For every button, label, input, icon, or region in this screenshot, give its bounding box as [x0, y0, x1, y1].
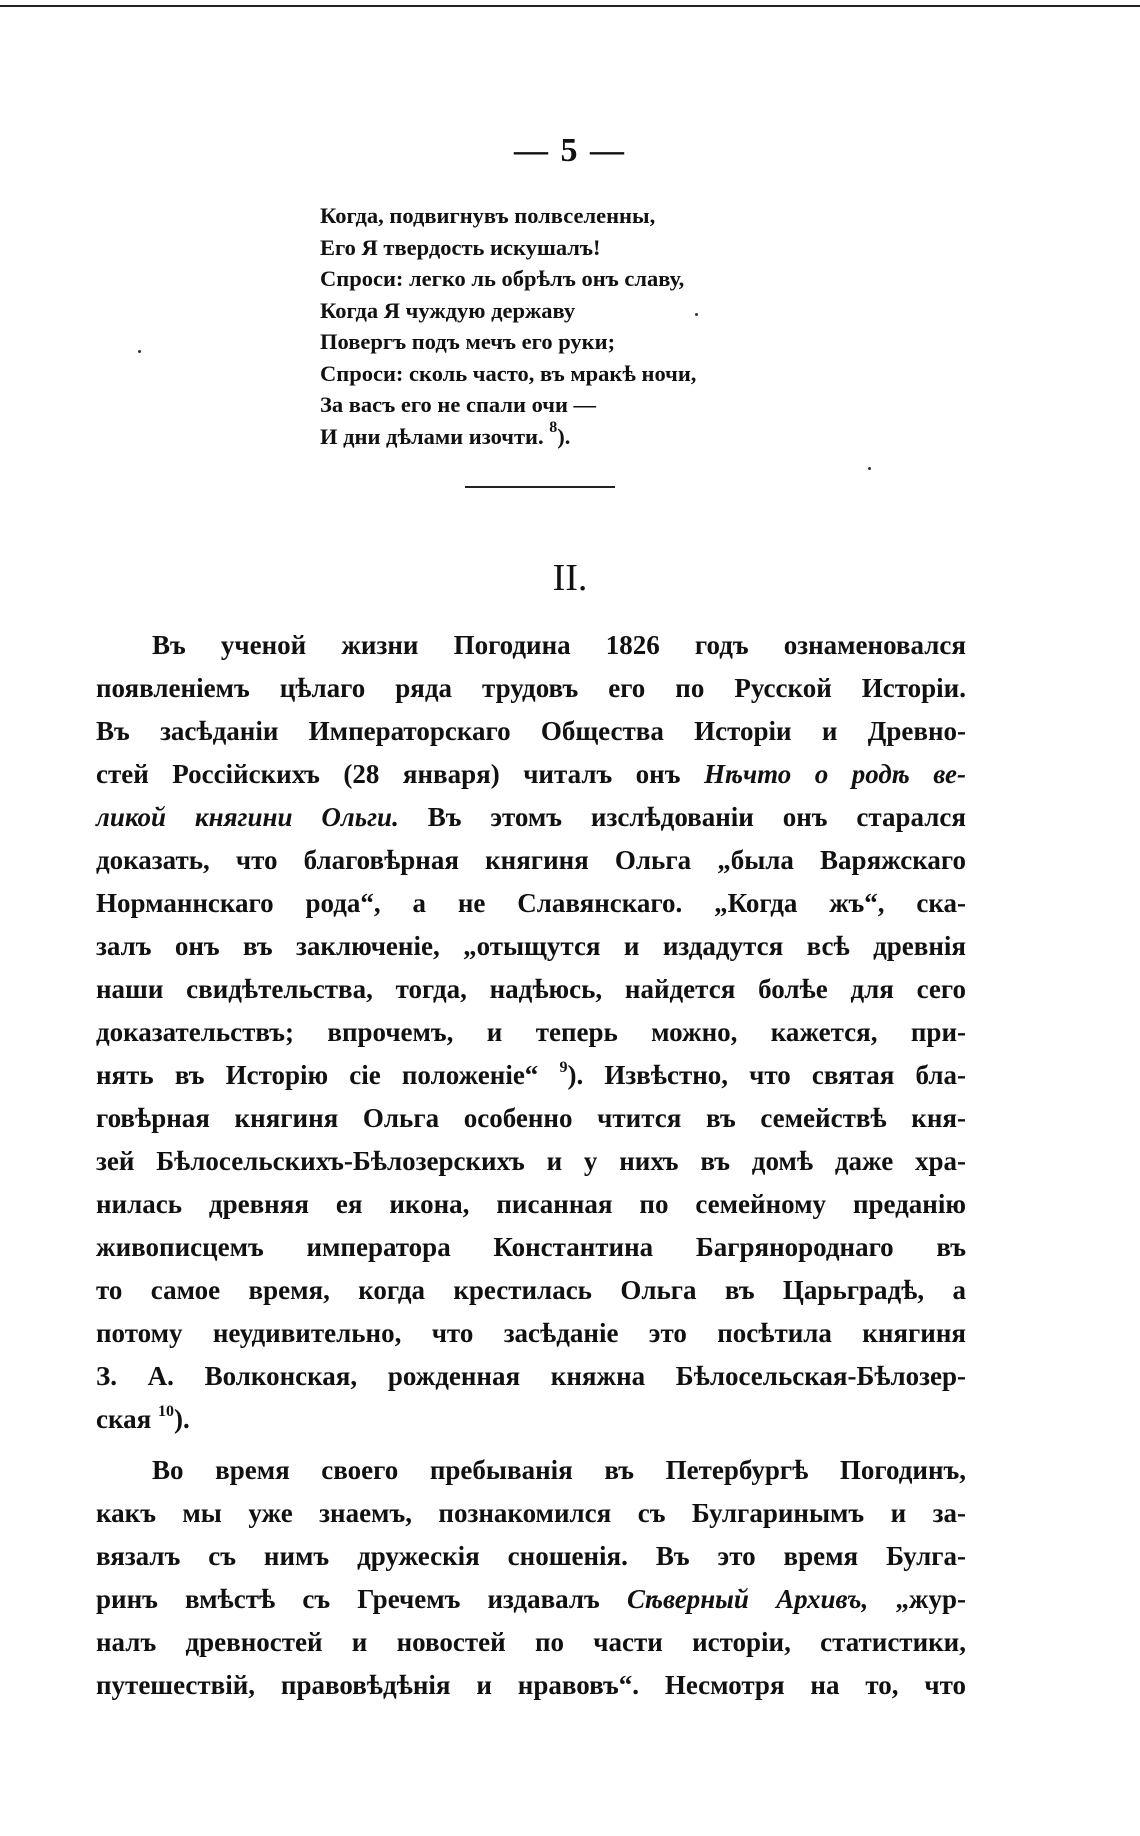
print-speck: [138, 350, 141, 353]
text-fragment: стей Россійскихъ (28 января) читалъ онъ: [96, 759, 681, 789]
text-fragment: „жур-: [868, 1584, 966, 1614]
text-line: Въ засѣданіи Императорскаго Общества Исторіи и Древно-: [96, 716, 966, 746]
text-fragment: нять въ Исторію сіе положеніе“: [96, 1060, 539, 1090]
text-line: З. А. Волконская, рожденная княжна Бѣлосельская-Бѣлозер-: [96, 1361, 966, 1391]
poem-line: Спроси: сколь часто, въ мракѣ ночи,: [320, 360, 697, 386]
text-line: [96, 1398, 966, 1441]
text-fragment: ).: [174, 1404, 190, 1434]
text-line: [96, 753, 966, 796]
text-line: живописцемъ императора Константина Багрянороднаго въ: [96, 1232, 966, 1262]
text-line: залъ онъ въ заключеніе, „отыщутся и издадутся всѣ древнія: [96, 931, 966, 961]
poem-line: Когда, подвигнувъ полвселенны,: [320, 203, 656, 228]
poem-line: Повергъ подъ мечъ его руки;: [320, 329, 616, 354]
text-line: налъ древностей и новостей по части исторіи, статистики,: [96, 1627, 966, 1657]
text-line: нилась древняя ея икона, писанная по семейному преданію: [96, 1189, 966, 1219]
poem-stanza: [320, 200, 840, 452]
text-line: наши свидѣтельства, тогда, надѣюсь, найдется болѣе для сего: [96, 974, 966, 1004]
paragraph-gap: [96, 1441, 966, 1449]
text-line: [96, 1054, 966, 1097]
footnote-marker: 10: [158, 1403, 174, 1420]
text-line: то самое время, когда крестилась Ольга въ Царьградѣ, а: [96, 1275, 966, 1305]
text-line: появленіемъ цѣлаго ряда трудовъ его по Русской Исторіи.: [96, 673, 966, 703]
footnote-close: ).: [557, 423, 571, 449]
text-line: вязалъ съ нимъ дружескія сношенія. Въ это время Булга-: [96, 1541, 966, 1571]
poem-line: За васъ его не спали очи —: [320, 392, 597, 417]
poem-line: Спроси: легко ль обрѣлъ онъ славу,: [320, 266, 685, 291]
work-title-italic: ликой княгини Ольги.: [96, 802, 399, 832]
poem-line-text: И дни дѣлами изочти.: [320, 423, 544, 449]
text-line: доказательствъ; впрочемъ, и теперь можно, кажется, при-: [96, 1017, 966, 1047]
poem-line: Когда Я чуждую державу: [320, 297, 576, 323]
section-heading: II.: [552, 557, 588, 599]
print-speck: [868, 467, 871, 470]
top-border-line: [0, 5, 1140, 7]
text-line: зей Бѣлосельскихъ-Бѣлозерскихъ и у нихъ въ домѣ даже хра-: [96, 1146, 966, 1176]
text-line: доказать, что благовѣрная княгиня Ольга „была Варяжскаго: [96, 845, 966, 875]
page-number: — 5 —: [514, 132, 626, 169]
text-fragment: Въ этомъ изслѣдованіи онъ старался: [398, 802, 967, 832]
text-line: говѣрная княгиня Ольга особенно чтится въ семействѣ кня-: [96, 1103, 966, 1133]
section-separator: [465, 486, 615, 488]
poem-line: [320, 418, 840, 453]
text-line: Норманнскаго рода“, а не Славянскаго. „Когда жъ“, ска-: [96, 888, 966, 918]
poem-line: Его Я твердость искушалъ!: [320, 234, 601, 260]
text-line: [96, 1578, 966, 1621]
work-title-italic: Нѣчто о родѣ ве-: [703, 759, 966, 789]
text-line: путешествій, правовѣдѣнія и нравовъ“. Несмотря на то, что: [96, 1670, 966, 1700]
journal-title-italic: Сѣверный Архивъ,: [626, 1584, 869, 1614]
text-line: потому неудивительно, что засѣданіе это посѣтила княгиня: [96, 1318, 966, 1348]
print-speck: [695, 313, 698, 316]
text-fragment: ринъ вмѣстѣ съ Гречемъ издавалъ: [96, 1584, 600, 1614]
text-fragment: ). Извѣстно, что святая бла-: [567, 1060, 967, 1090]
body-text: [96, 624, 966, 1707]
footnote-marker: 8: [549, 418, 558, 436]
text-line: [96, 796, 966, 839]
text-line: Во время своего пребыванія въ Петербургѣ Погодинъ,: [152, 1455, 966, 1485]
footnote-marker: 9: [559, 1059, 568, 1076]
text-fragment: ская: [96, 1404, 152, 1434]
text-line: какъ мы уже знаемъ, познакомился съ Булгаринымъ и за-: [96, 1498, 966, 1528]
text-line: Въ ученой жизни Погодина 1826 годъ ознаменовался: [152, 630, 966, 660]
